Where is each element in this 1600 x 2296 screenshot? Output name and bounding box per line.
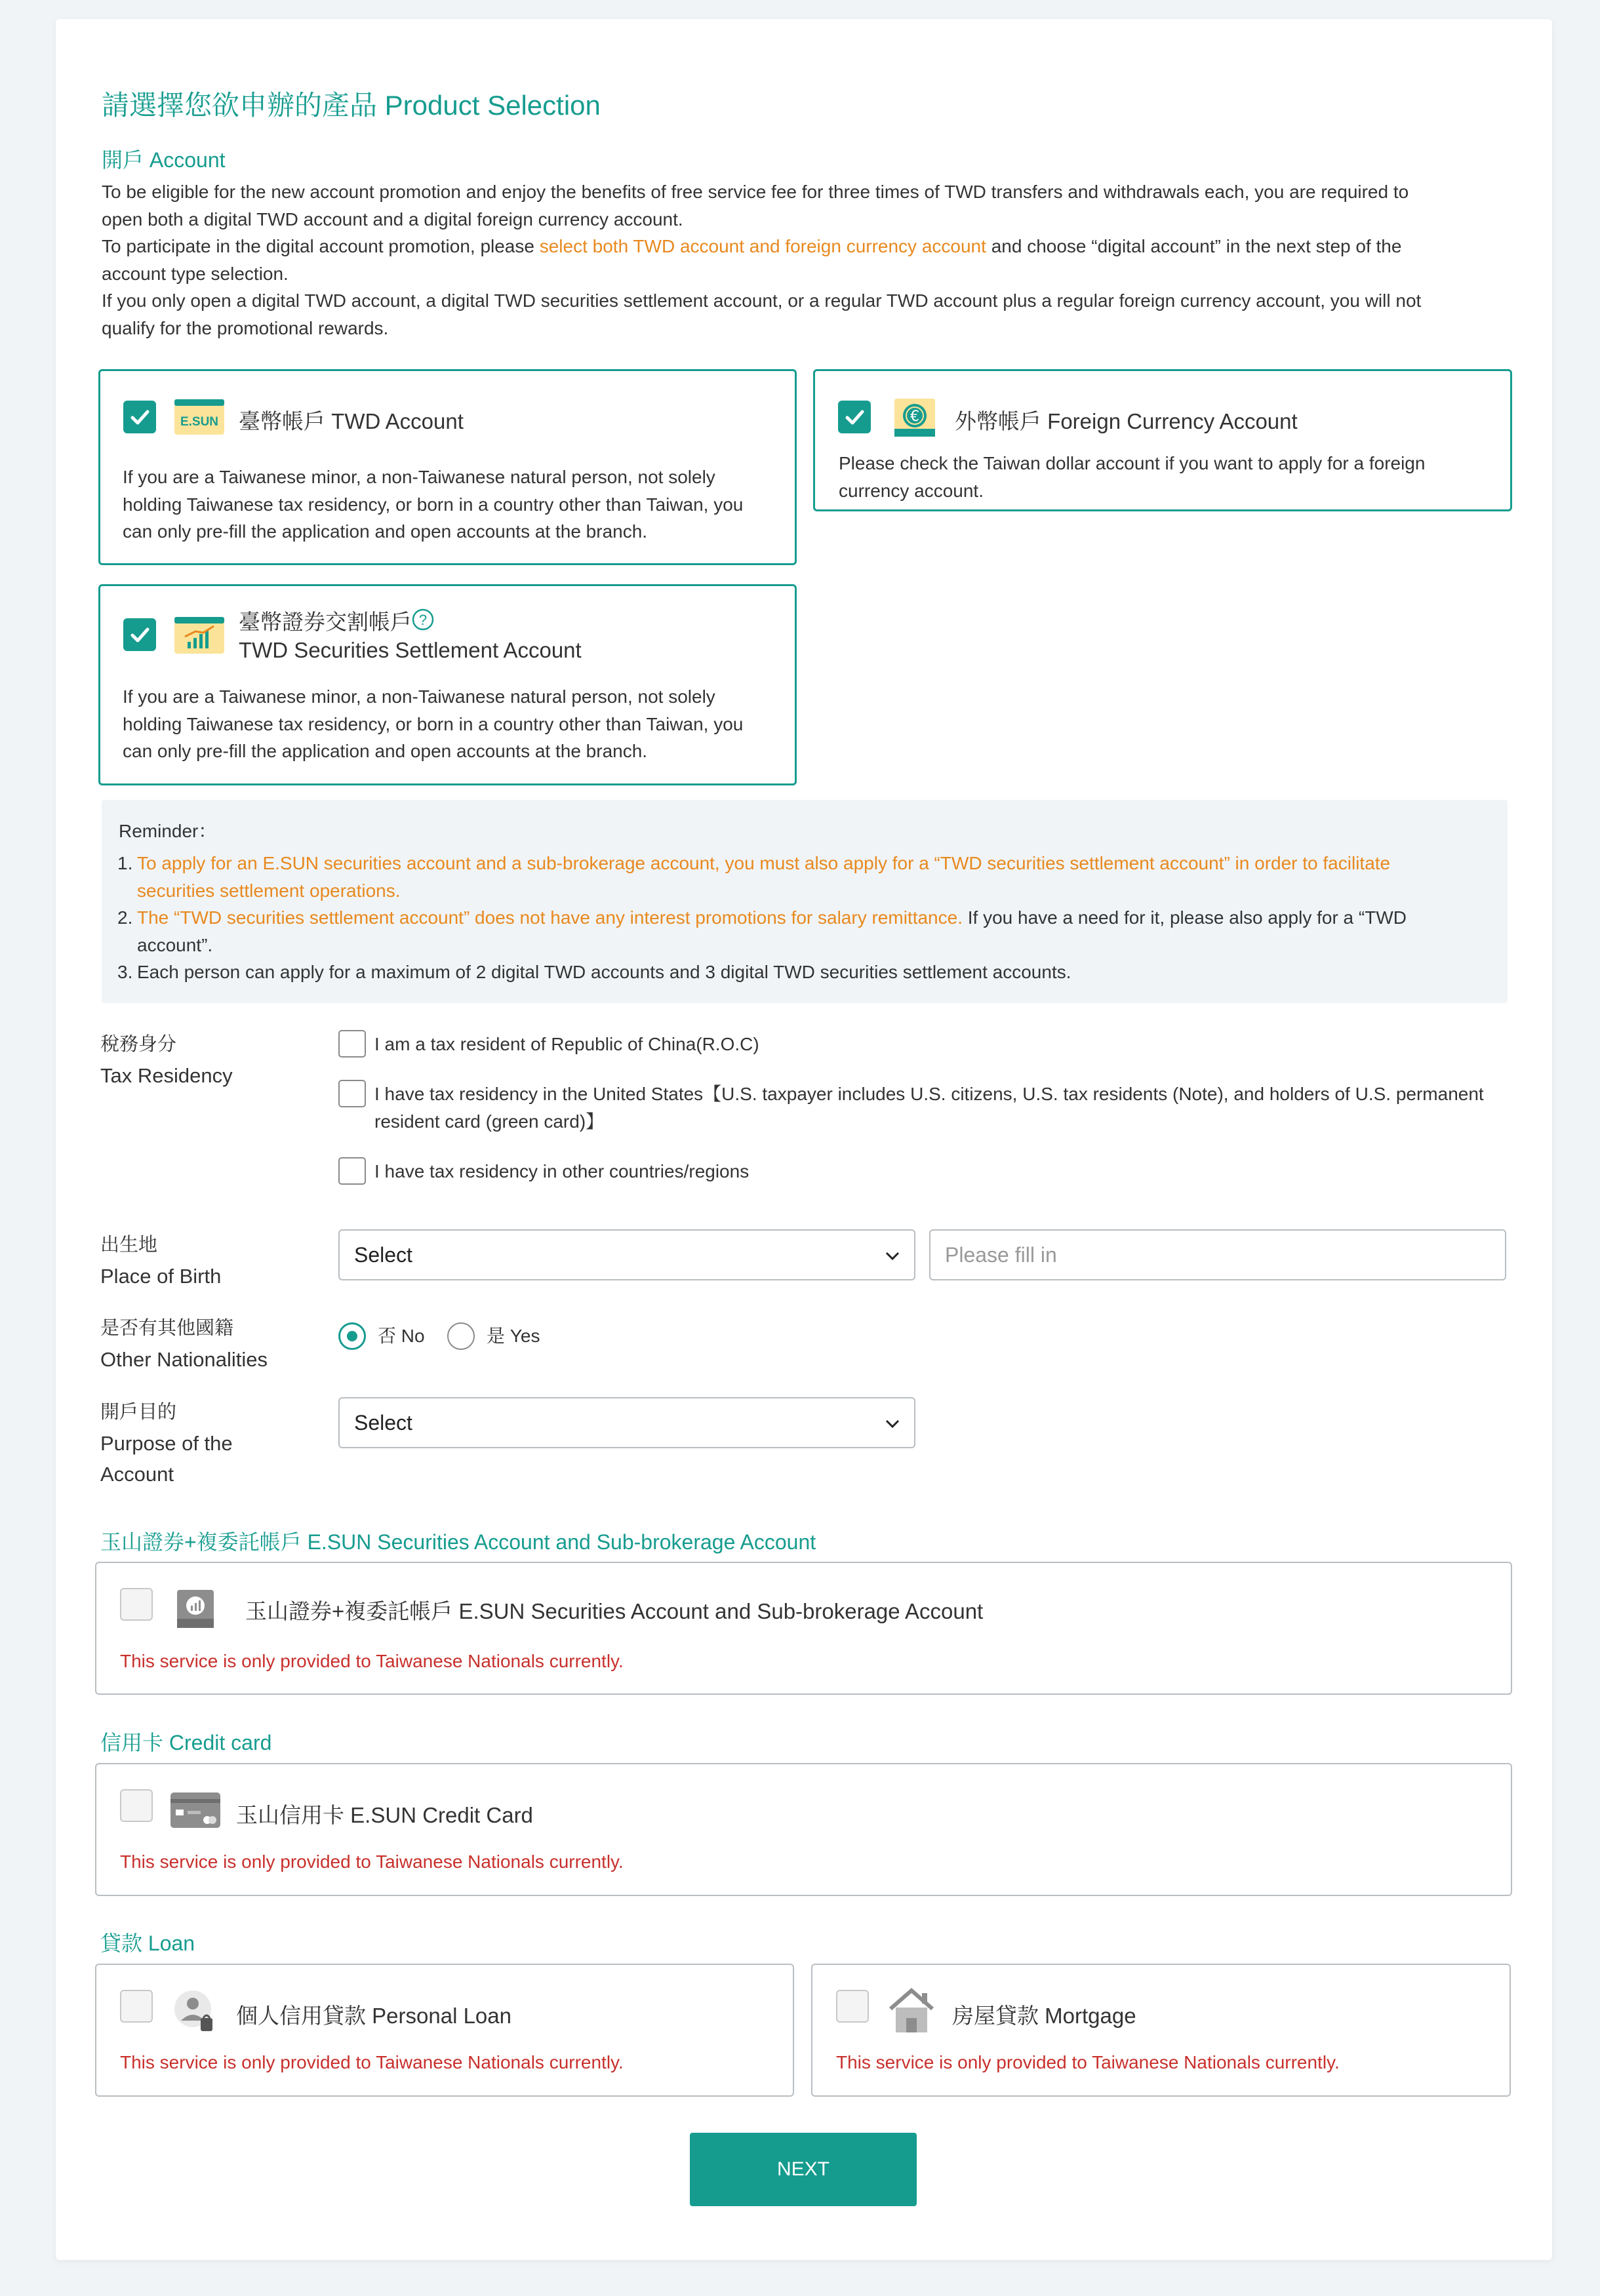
personal-loan-checkbox[interactable] — [120, 1990, 153, 2023]
label-zh: 出生地 — [100, 1235, 158, 1256]
label-en: Purpose of the — [100, 1432, 233, 1455]
product-securities-subbrokerage — [95, 1562, 1512, 1695]
birthplace-input[interactable]: Please fill in — [929, 1229, 1506, 1280]
chevron-down-icon — [884, 1248, 901, 1265]
credit-card-notice: This service is only provided to Taiwanese Nationals currently. — [120, 1851, 624, 1872]
label-en: Other Nationalities — [100, 1348, 268, 1371]
checkmark-icon — [838, 401, 871, 433]
desc-line: can only pre-fill the application and open accounts at the branch. — [123, 521, 648, 542]
help-icon[interactable] — [411, 608, 435, 631]
select-value: Select — [354, 1243, 412, 1267]
securities-icon — [172, 1585, 219, 1632]
desc-line: currency account. — [839, 480, 984, 501]
desc-line: Please check the Taiwan dollar account if you want to apply for a foreign — [839, 453, 1426, 473]
reminder-item-3: Each person can apply for a maximum of 2 digital TWD accounts and 3 digital TWD securities settlement accounts. — [137, 962, 1071, 982]
label-en: Place of Birth — [100, 1265, 222, 1288]
chart-card-icon — [173, 614, 226, 655]
desc-line: If you are a Taiwanese minor, a non-Taiwanese natural person, not solely — [123, 686, 715, 707]
desc-line: If you are a Taiwanese minor, a non-Taiwanese natural person, not solely — [123, 467, 715, 487]
foreign-currency-label: 外幣帳戶 Foreign Currency Account — [955, 409, 1298, 433]
credit-card-icon — [169, 1791, 222, 1829]
select-value: Select — [354, 1411, 412, 1435]
checkmark-icon — [123, 401, 156, 433]
label-zh: 稅務身分 — [100, 1034, 177, 1055]
intro-text: and choose “digital account” in the next step of the — [986, 236, 1402, 256]
svg-text:€: € — [910, 408, 919, 425]
checkmark-icon — [123, 618, 156, 651]
securities-section-title: 玉山證券+複委託帳戶 E.SUN Securities Account and Sub-brokerage Account — [100, 1530, 816, 1554]
reminder-line: securities settlement operations. — [137, 880, 401, 901]
loan-section-title: 貸款 Loan — [100, 1931, 195, 1955]
intro-line: account type selection. — [102, 263, 289, 284]
securities-settlement-checkbox[interactable] — [123, 618, 156, 651]
mortgage-label: 房屋貸款 Mortgage — [952, 2004, 1136, 2028]
main-card — [56, 19, 1552, 2260]
securities-settlement-label-en: TWD Securities Settlement Account — [239, 638, 582, 662]
tax-roc-checkbox[interactable] — [338, 1030, 366, 1058]
purpose-select[interactable] — [338, 1397, 915, 1448]
securities-settlement-label-zh: 臺幣證券交割帳戶 — [239, 610, 412, 634]
desc-line: holding Taiwanese tax residency, or born in a country other than Taiwan, you — [123, 494, 744, 515]
reminder-num: 3. — [117, 962, 133, 982]
label-zh: 是否有其他國籍 — [100, 1318, 234, 1339]
chevron-down-icon — [884, 1415, 901, 1433]
tax-other-label: I have tax residency in other countries/regions — [374, 1161, 750, 1181]
option-line: I have tax residency in the United States【U.S. taxpayer includes U.S. citizens, U.S. tax residents (Note), and holders of U.S. permanent — [374, 1084, 1484, 1104]
tax-residency-label — [100, 1029, 233, 1091]
credit-card-label: 玉山信用卡 E.SUN Credit Card — [236, 1803, 533, 1827]
reminder-line: To apply for an E.SUN securities account and a sub-brokerage account, you must also apply for a “TWD securities settlement account” in order to facilitate — [137, 853, 1391, 873]
house-icon — [887, 1985, 936, 2035]
nationality-yes-label: 是 Yes — [487, 1326, 540, 1346]
tax-other-checkbox[interactable] — [338, 1157, 366, 1185]
esun-card-icon — [173, 397, 226, 436]
credit-section-title: 信用卡 Credit card — [100, 1731, 272, 1754]
reminder-text: If you have a need for it, please also apply for a “TWD — [962, 907, 1407, 928]
label-en: Tax Residency — [100, 1064, 233, 1087]
mortgage-notice: This service is only provided to Taiwanese Nationals currently. — [836, 2052, 1340, 2072]
svg-text:E.SUN: E.SUN — [180, 415, 219, 429]
reminder-line — [137, 904, 1501, 932]
securities-subbrokerage-checkbox[interactable] — [120, 1588, 153, 1621]
option-line: resident card (green card)】 — [374, 1111, 605, 1132]
desc-line: holding Taiwanese tax residency, or born in a country other than Taiwan, you — [123, 713, 744, 734]
other-nationalities-label — [100, 1313, 268, 1375]
personal-loan-label: 個人信用貸款 Personal Loan — [236, 2004, 511, 2028]
foreign-currency-checkbox[interactable] — [838, 401, 871, 433]
mortgage-checkbox[interactable] — [836, 1990, 869, 2023]
nationality-no-label: 否 No — [378, 1326, 425, 1346]
euro-coin-icon — [892, 392, 938, 439]
tax-roc-label: I am a tax resident of Republic of China(R.O.C) — [374, 1034, 759, 1054]
purpose-label — [100, 1397, 233, 1490]
tax-us-checkbox[interactable] — [338, 1080, 366, 1107]
reminder-line: account”. — [137, 934, 213, 955]
product-credit-card — [95, 1763, 1512, 1896]
personal-loan-notice: This service is only provided to Taiwanese Nationals currently. — [120, 2052, 624, 2072]
intro-highlight: select both TWD account and foreign currency account — [539, 236, 986, 256]
foreign-currency-desc — [839, 450, 1494, 504]
svg-text:?: ? — [418, 612, 428, 628]
intro-line: To be eligible for the new account promotion and enjoy the benefits of free service fee for three times of TWD transfers and withdrawals each, you are required to — [102, 182, 1409, 202]
tax-us-label — [374, 1080, 1509, 1135]
securities-subbrokerage-notice: This service is only provided to Taiwanese Nationals currently. — [120, 1651, 624, 1671]
reminder-num: 2. — [117, 907, 133, 928]
nationality-yes-radio[interactable] — [447, 1322, 475, 1350]
securities-subbrokerage-label: 玉山證券+複委託帳戶 E.SUN Securities Account and Sub-brokerage Account — [245, 1599, 984, 1623]
credit-card-checkbox[interactable] — [120, 1789, 153, 1822]
account-section-title: 開戶 Account — [102, 148, 226, 172]
reminder-item-1 — [137, 850, 1501, 904]
place-of-birth-label — [100, 1230, 221, 1292]
twd-account-desc — [123, 464, 778, 545]
reminder-highlight: The “TWD securities settlement account” does not have any interest promotions for salary remittance. — [137, 907, 963, 928]
reminder-item-2 — [137, 904, 1501, 959]
twd-account-label: 臺幣帳戶 TWD Account — [239, 409, 464, 433]
next-button[interactable]: NEXT — [690, 2133, 917, 2206]
nationality-no-radio[interactable] — [338, 1322, 366, 1350]
intro-line — [102, 233, 1518, 260]
securities-settlement-desc — [123, 683, 778, 765]
account-intro — [102, 178, 1518, 342]
page-title: 請選擇您欲申辦的產品 Product Selection — [102, 90, 601, 121]
intro-line: open both a digital TWD account and a digital foreign currency account. — [102, 208, 683, 229]
desc-line: can only pre-fill the application and open accounts at the branch. — [123, 741, 648, 761]
reminder-title: Reminder： — [119, 821, 217, 841]
twd-account-checkbox[interactable] — [123, 401, 156, 433]
person-icon — [172, 1987, 219, 2034]
intro-line: If you only open a digital TWD account, a digital TWD securities settlement account, or a regular TWD account plus a regular foreign currency account, you will not — [102, 290, 1422, 311]
label-en: Account — [100, 1463, 174, 1486]
label-zh: 開戶目的 — [100, 1402, 177, 1423]
intro-text: To participate in the digital account promotion, please — [102, 236, 540, 256]
reminder-num: 1. — [117, 853, 133, 873]
birthplace-select[interactable] — [338, 1229, 915, 1280]
intro-line: qualify for the promotional rewards. — [102, 317, 389, 338]
